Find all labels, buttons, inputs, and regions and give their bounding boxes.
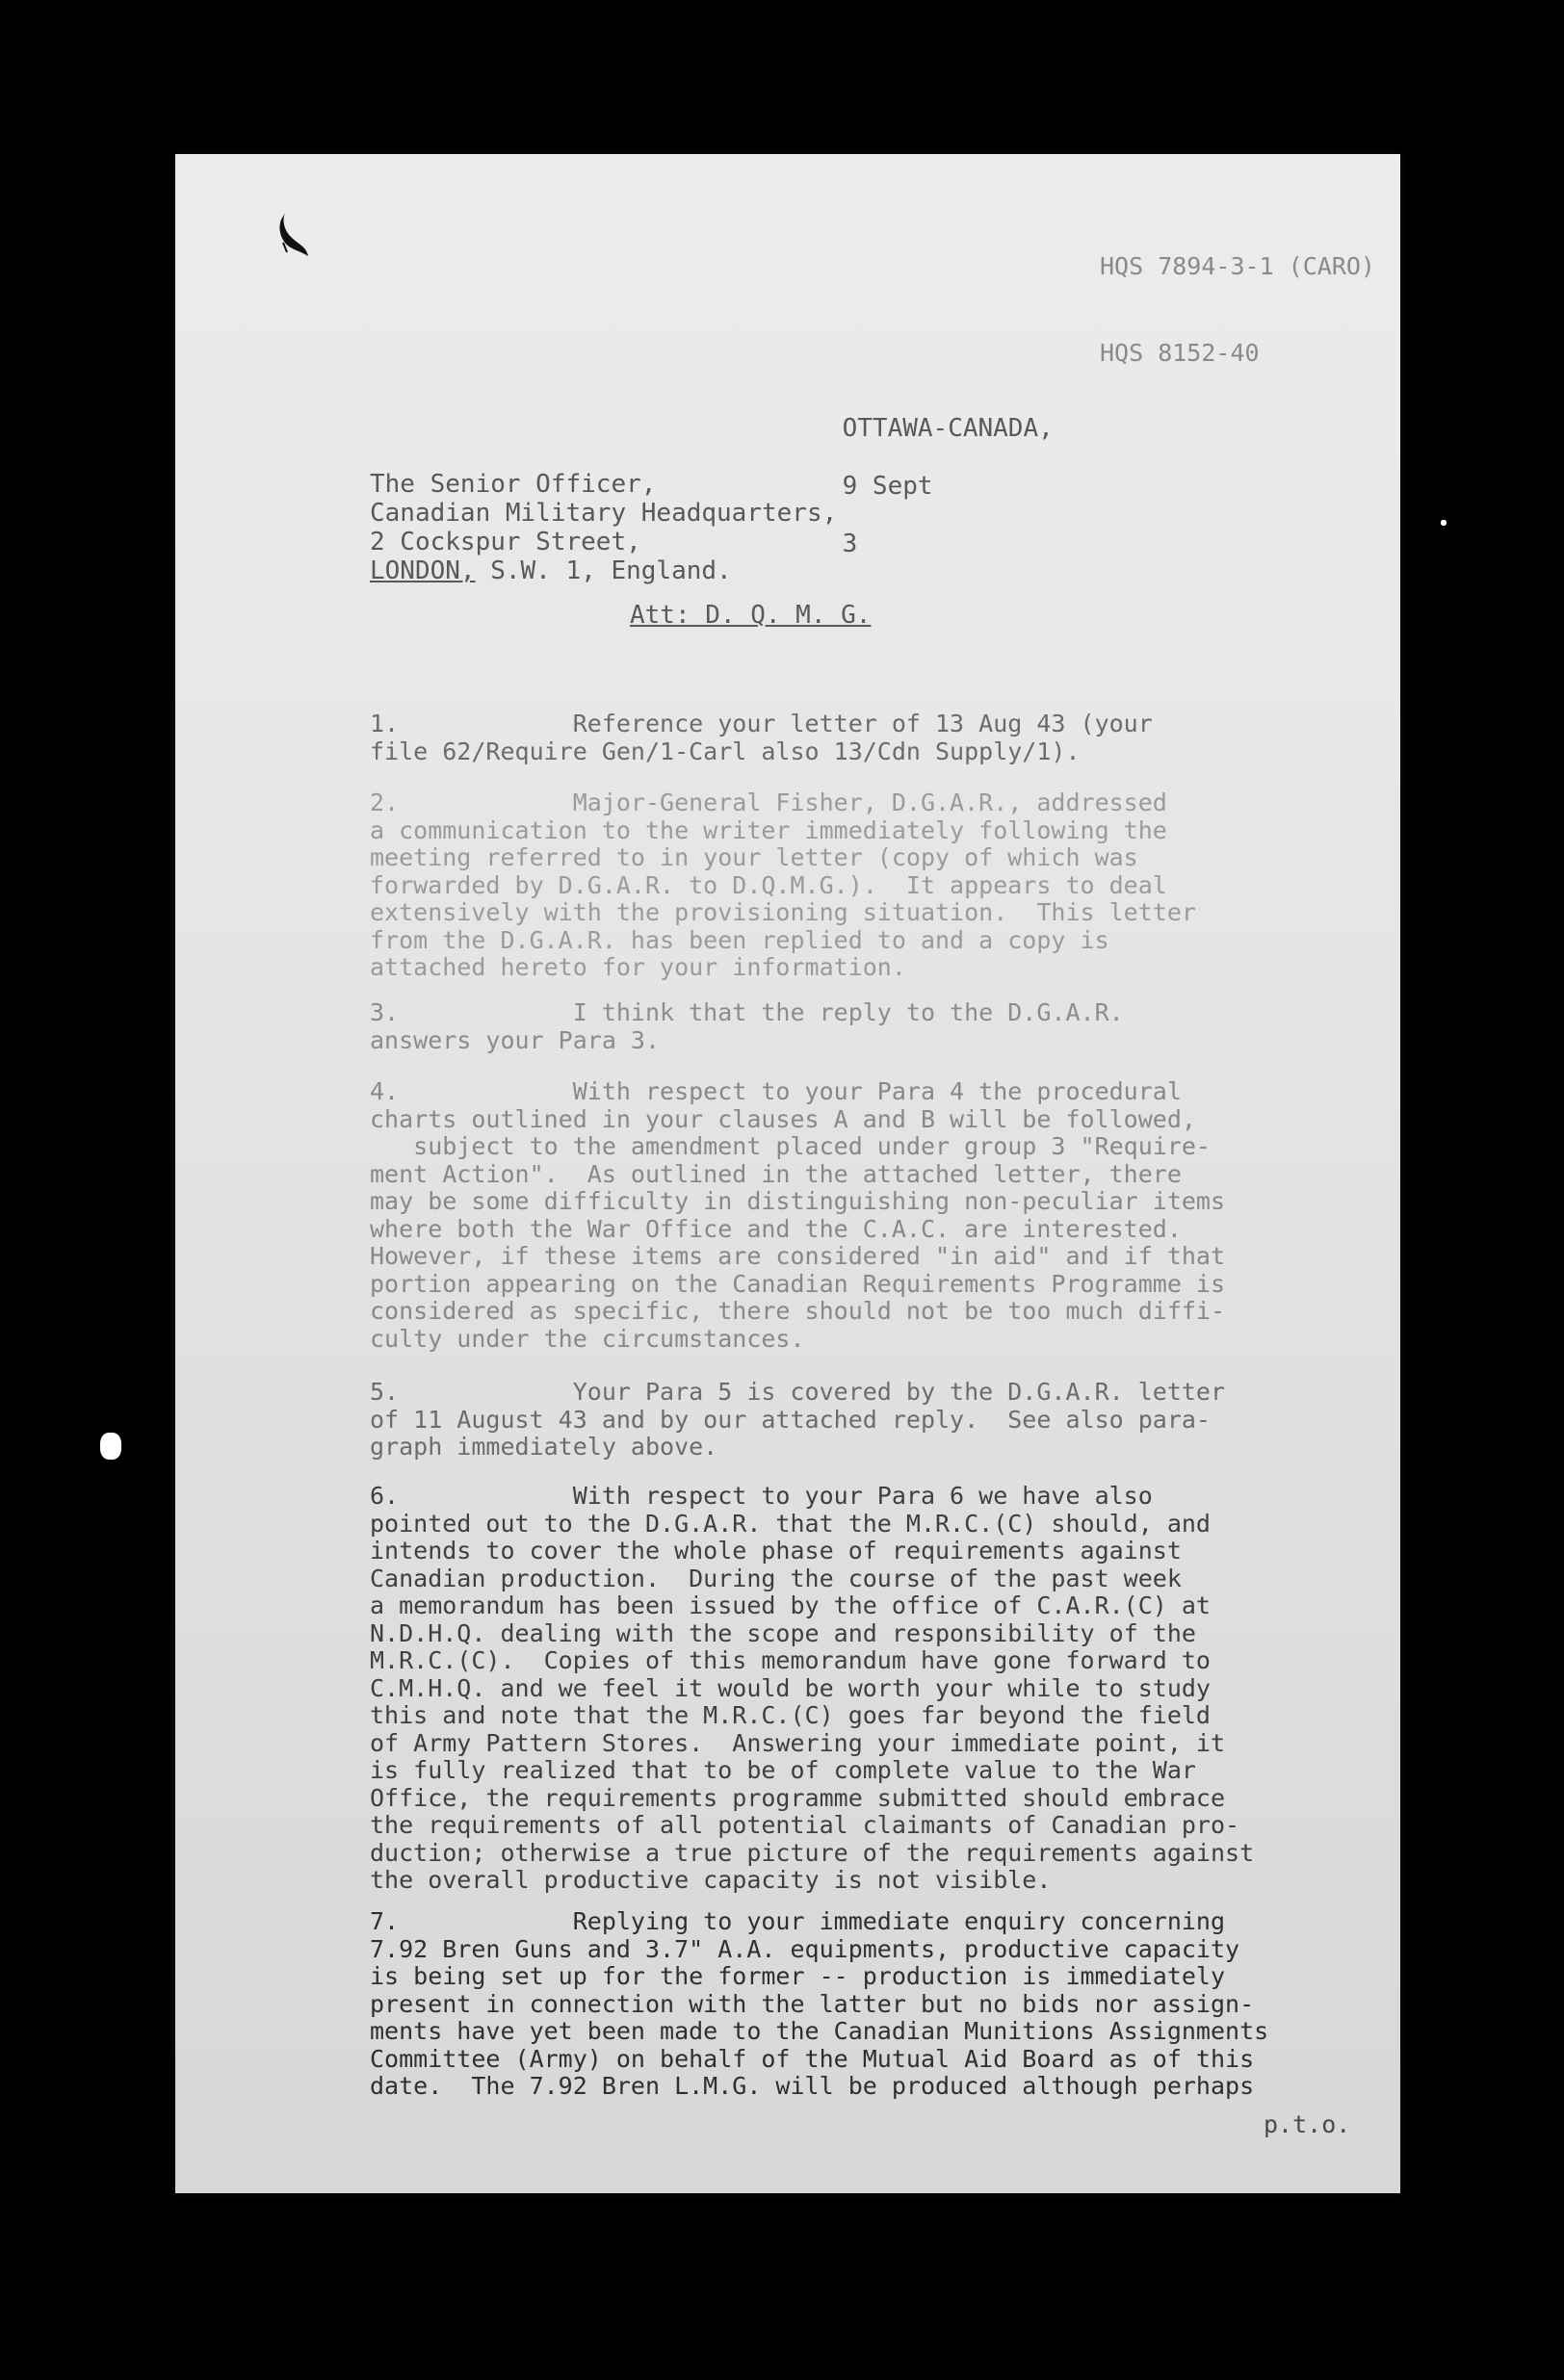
dateline-date: 9 Sept (842, 472, 933, 501)
paragraph-2 (370, 789, 1333, 982)
recipient-address (370, 470, 837, 585)
paragraph-5 (370, 1379, 1333, 1462)
paragraph-1 (370, 711, 1333, 765)
page-turn-over-note: p.t.o. (1264, 2110, 1351, 2138)
paragraph-2-text: 2. Major-General Fisher, D.G.A.R., addressed a communication to the writer immediately following the meeting referred to in your letter (copy of which was forwarded by D.G.A.R. to D.Q.M.G.). It appears to deal extensively with the provisioning situation. This letter from the D.G.A.R. has been replied to and a copy is attached hereto for your information. (370, 789, 1196, 981)
paragraph-4 (370, 1078, 1333, 1353)
address-line-4 (370, 556, 837, 585)
document-page (175, 154, 1400, 2193)
paragraph-6 (370, 1483, 1333, 1895)
dateline-place: OTTAWA-CANADA, (842, 414, 1054, 443)
address-line-3: 2 Cockspur Street, (370, 528, 641, 556)
address-city: LONDON, (370, 556, 476, 585)
file-ref-primary: HQS 7894-3-1 (CARO) (1100, 252, 1375, 280)
paragraph-7 (370, 1908, 1333, 2101)
film-speck (100, 1433, 121, 1460)
file-ref-secondary: HQS 8152-40 (1100, 339, 1260, 367)
paragraph-7-text: 7. Replying to your immediate enquiry concerning 7.92 Bren Guns and 3.7" A.A. equipments, productive capacity is being set up for the former -- production is immediately present in connection with the latter but no bids nor assign- ments have yet been made to the Canadian Munitions Assignments Committee (Army) on behalf of the Mutual Aid Board as of this date. The 7.92 Bren L.M.G. will be produced although perhaps (370, 1907, 1269, 2100)
address-postal: S.W. 1, England. (475, 556, 732, 585)
paragraph-6-text: 6. With respect to your Para 6 we have also pointed out to the D.G.A.R. that the M.R.C.(C) should, and intends to cover the whole phase of requirements against Canadian production. During the course of the past week a memorandum has been issued by the office of C.A.R.(C) at N.D.H.Q. dealing with the scope and responsibility of the M.R.C.(C). Copies of this memorandum have gone forward to C.M.H.Q. and we feel it would be worth your while to study this and note that the M.R.C.(C) goes far beyond the field of Army Pattern Stores. Answering your immediate point, it is fully realized that to be of complete value to the War Office, the requirements programme submitted should embrace the requirements of all potential claimants of Canadian pro- duction; otherwise a true picture of the requirements against the overall productive capacity is not visible. (370, 1482, 1255, 1894)
film-speck (1441, 520, 1447, 526)
ink-mark-icon (277, 208, 312, 260)
address-line-2: Canadian Military Headquarters, (370, 499, 838, 528)
paragraph-4-text: 4. With respect to your Para 4 the procedural charts outlined in your clauses A and B will be followed, subject to the amendment placed under group 3 "Require- ment Action". As outlined in the attached letter, there may be some difficulty in distinguishing non-peculiar items where both the War Office and the C.A.C. are interested. However, if these items are considered "in aid" and if that portion appearing on the Canadian Requirements Programme is considered as specific, there should not be too much diffi- culty under the circumstances. (370, 1077, 1226, 1353)
paragraph-5-text: 5. Your Para 5 is covered by the D.G.A.R. letter of 11 August 43 and by our attached reply. See also para- graph immediately above. (370, 1378, 1226, 1461)
paragraph-3-text: 3. I think that the reply to the D.G.A.R. answers your Para 3. (370, 998, 1124, 1054)
address-line-1: The Senior Officer, (370, 470, 657, 499)
dateline-year: 3 (842, 530, 858, 558)
paragraph-1-text: 1. Reference your letter of 13 Aug 43 (your file 62/Require Gen/1-Carl also 13/Cdn Supply/1). (370, 710, 1153, 765)
file-references (1100, 194, 1375, 426)
attention-line: Att: D. Q. M. G. (630, 601, 872, 630)
paragraph-3 (370, 999, 1333, 1054)
